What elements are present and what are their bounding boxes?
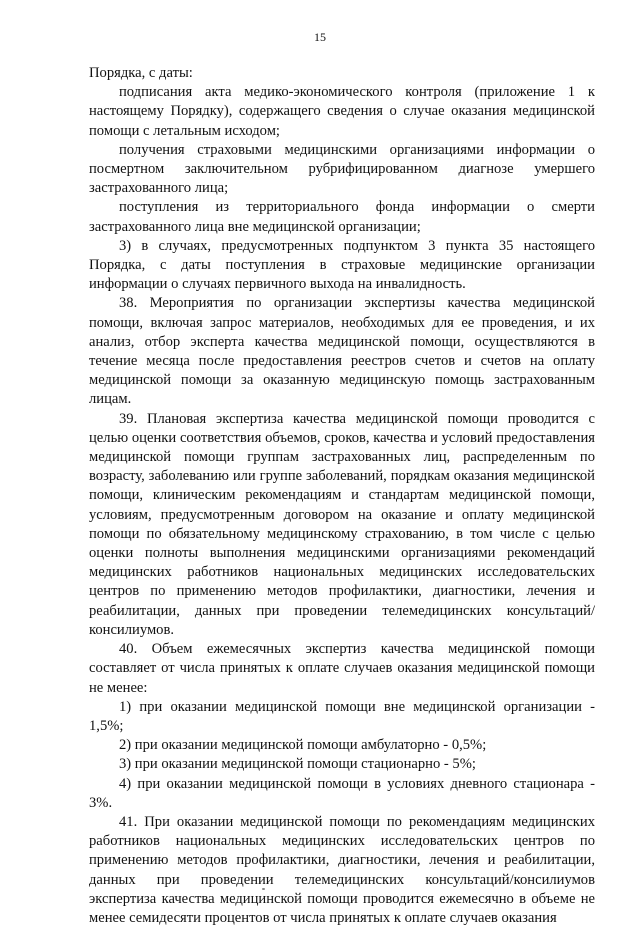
paragraph-clause-41: 41. При оказании медицинской помощи по рекомендациям медицинских работников национальных медицинских исследовательских центров по применению методов профилактики, диагностики, лечения и реабилитации, данных при проведении телемедицинских консультаций/консилиумов экспертиза качества медицинской помощи проводится ежемесячно в объеме не менее семидесяти процентов от числа принятых к оплате случаев оказания: [89, 813, 595, 926]
paragraph-clause-39: 39. Плановая экспертиза качества медицинской помощи проводится с целью оценки соответствия объемов, сроков, качества и условий предоставления медицинской помощи группам застрахованных лиц, распределенным по возрасту, заболеванию или группе заболеваний, порядкам оказания медицинской помощи, клиническим рекомендациям и стандартам медицинской помощи, условиям, предусмотренным договором на оказание и оплату медицинской помощи по обязательному медицинскому страхованию, в том числе с целью оценки полноты выполнения медицинскими организациями рекомендаций медицинских работников национальных медицинских исследовательских центров по применению методов профилактики, диагностики, лечения и реабилитации, данных при проведении телемедицинских консультаций/консилиумов.: [89, 410, 595, 638]
paragraph-clause-38: 38. Мероприятия по организации экспертизы качества медицинской помощи, включая запрос материалов, необходимых для ее проведения, и их анализ, отбор эксперта качества медицинской помощи, осуществляются в течение месяца после предоставления реестров счетов и счетов на оплату медицинской помощи за оказанную медицинскую помощь застрахованным лицам.: [89, 295, 595, 408]
document-body: [89, 64, 595, 928]
paragraph-clause-40-item-1: 1) при оказании медицинской помощи вне медицинской организации - 1,5%;: [89, 698, 595, 734]
paragraph-clause-40-item-4: 4) при оказании медицинской помощи в условиях дневного стационара - 3%.: [89, 775, 595, 811]
paragraph-signing-act: подписания акта медико-экономического контроля (приложение 1 к настоящему Порядку), содержащего сведения о случае оказания медицинской помощи с летальным исходом;: [89, 84, 595, 139]
paragraph-clause-40-item-2: 2) при оказании медицинской помощи амбулаторно - 0,5%;: [119, 737, 487, 754]
paragraph-clause-40: 40. Объем ежемесячных экспертиз качества медицинской помощи составляет от числа принятых к оплате случаев оказания медицинской помощи не менее:: [89, 641, 595, 696]
paragraph-territorial-fund: поступления из территориального фонда информации о смерти застрахованного лица вне медицинской организации;: [89, 199, 595, 235]
paragraph-item-3-disability: 3) в случаях, предусмотренных подпунктом 3 пункта 35 настоящего Порядка, с даты поступления в страховые медицинские организации информации о случаях первичного выхода на инвалидность.: [89, 237, 595, 293]
scan-speck: [262, 888, 265, 890]
paragraph-order-from-date: Порядка, с даты:: [89, 65, 193, 81]
page-number: 15: [314, 30, 326, 44]
paragraph-clause-40-item-3: 3) при оказании медицинской помощи стационарно - 5%;: [119, 756, 476, 773]
paragraph-receiving-info: получения страховыми медицинскими организациями информации о посмертном заключительном рубрифицированном диагнозе умершего застрахованного лица;: [89, 141, 595, 197]
